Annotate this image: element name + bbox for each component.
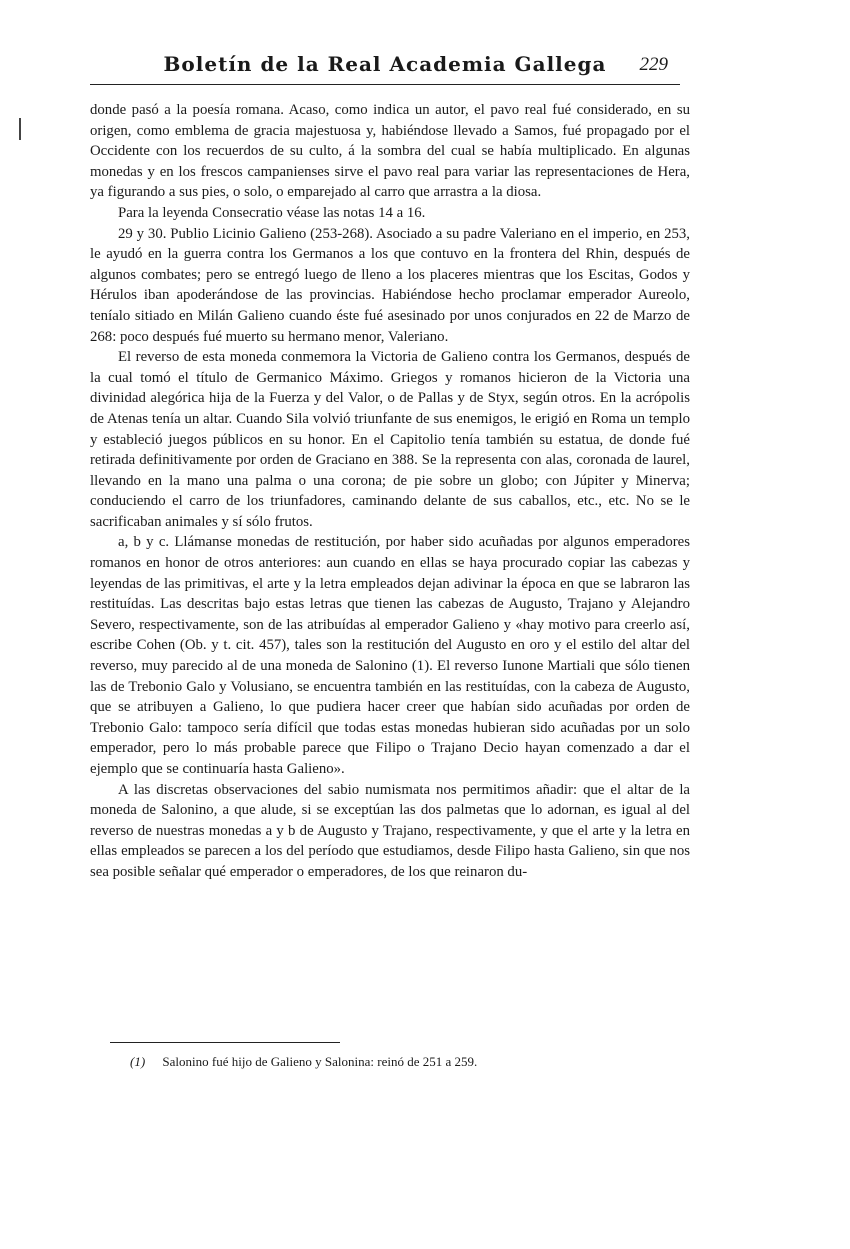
footnote	[130, 1053, 690, 1071]
paragraph: Para la leyenda Consecratio véase las notas 14 a 16.	[118, 204, 426, 221]
paragraph: donde pasó a la poesía romana. Acaso, como indica un autor, el pavo real fué considerado, en su origen, como emblema de gracia majestuosa y, habiéndose llevado a Samos, fué propagado por el Occidente con los recuerdos de su culto, á la sombra del cual se había multiplicado. En algunas monedas y en los frescos campanienses sirve el pavo real para variar las representaciones de Hera, ya figurando a sus pies, o solo, o emparejado al carro que arrastra a la diosa.	[90, 102, 690, 201]
footnote-text: Salonino fué hijo de Galieno y Salonina: reinó de 251 a 259.	[162, 1054, 478, 1069]
footnote-divider	[110, 1042, 340, 1043]
body-text	[90, 100, 690, 883]
running-header	[90, 50, 680, 85]
paragraph: a, b y c. Llámanse monedas de restitución, por haber sido acuñadas por algunos emperadores romanos en honor de otros anteriores: aun cuando en ellas se haya procurado copiar las cabezas y leyendas de las primitivas, el arte y la letra empleados dejan adivinar la época en que se labraron las restituídas. Las descritas bajo estas letras que tienen las cabezas de Augusto, Trajano y Alejandro Severo, respectivamente, son de las atribuídas al emperador Galieno y «hay motivo para creerlo así, escribe Cohen (Ob. y t. cit. 457), tales son la restitución del Augusto en oro y el estilo del altar del reverso, muy parecido al de una moneda de Salonino (1). El reverso Iunone Martiali que sólo tienen las de Trebonio Galo y Volusiano, se encuentra también en las restituídas, con la cabeza de Augusto, que se atribuyen a Galieno, lo que pudiera hacer creer que habían sido acuñadas por orden de Trebonio Galo: tampoco sería difícil que todas estas monedas hubieran sido acuñadas por un solo emperador, pero lo más probable parece que Filipo o Trajano Decio hayan comenzado a dar el ejemplo que se continuaría hasta Galieno».	[90, 534, 690, 777]
paragraph: 29 y 30. Publio Licinio Galieno (253-268). Asociado a su padre Valeriano en el imperio, en 253, le ayudó en la guerra contra los Germanos a los que contuvo en la frontera del Rhin, después de algunos combates; pero se entregó luego de lleno a los placeres mientras que los Escitas, Godos y Hérulos iban apoderándose de las provincias. Habiéndose hecho proclamar emperador Aureolo, teníalo sitiado en Milán Galieno cuando éste fué asesinado por unos conjurados en 22 de Marzo de 268: poco después fué muerto su hermano menor, Valeriano.	[90, 225, 690, 345]
footnote-mark: (1)	[130, 1054, 146, 1069]
margin-mark	[19, 118, 21, 140]
paragraph: El reverso de esta moneda conmemora la Victoria de Galieno contra los Germanos, después de la cual tomó el título de Germanico Máximo. Griegos y romanos hicieron de la Victoria una divinidad alegórica hija de la Fuerza y del Valor, o de Pallas y de Styx, según otros. En la acrópolis de Atenas tenía un altar. Cuando Sila volvió triunfante de sus enemigos, le erigió en Roma un templo y estableció juegos públicos en su honor. En el Capitolio tenía también su estatua, de donde fué retirada definitivamente por orden de Graciano en 388. Se la representa con alas, coronada de laurel, llevando en la mano una palma o una corona; de pie sobre un globo; con Júpiter y Minerva; conduciendo el carro de los triunfadores, caminando delante de sus caballos, etc., etc. No se le sacrificaban animales y sí sólo frutos.	[90, 349, 690, 530]
paragraph: A las discretas observaciones del sabio numismata nos permitimos añadir: que el altar de la moneda de Salonino, a que alude, si se exceptúan las dos palmetas que lo adornan, es igual al del reverso de nuestras monedas a y b de Augusto y Trajano, respectivamente, y que el arte y la letra en ellas empleados se parecen a los del período que estudiamos, desde Filipo hasta Galieno, sin que nos sea posible señalar qué emperador o emperadores, de los que reinaron du-	[90, 781, 690, 880]
page-number: 229	[639, 54, 668, 75]
journal-title: Boletín de la Real Academia Gallega	[163, 52, 607, 76]
